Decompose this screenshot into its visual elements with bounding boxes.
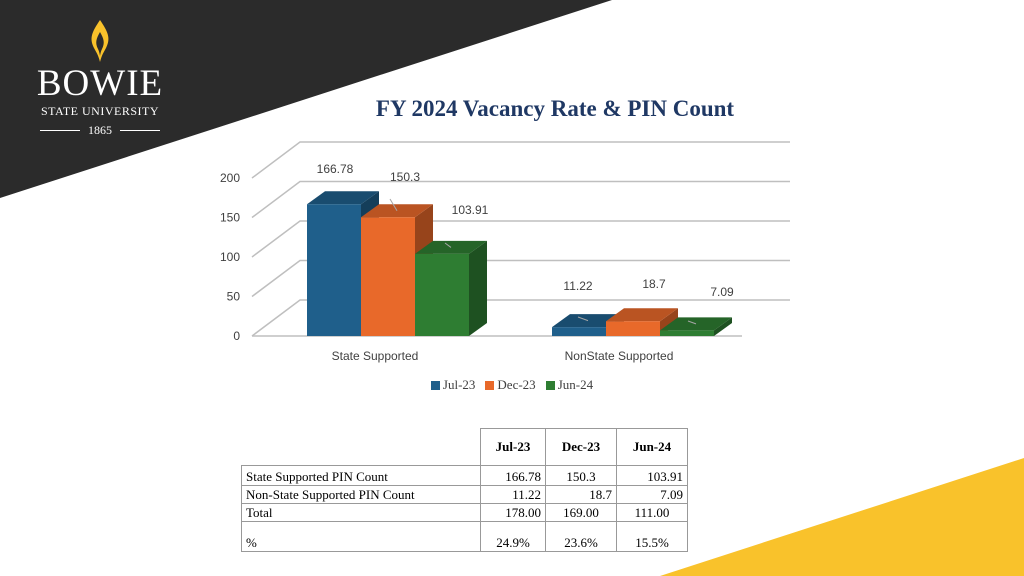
bar xyxy=(361,217,415,336)
data-label: 7.09 xyxy=(710,285,734,299)
y-tick-label: 0 xyxy=(233,329,240,343)
bar xyxy=(415,254,469,336)
cell-value: 169.00 xyxy=(546,504,617,522)
data-label: 103.91 xyxy=(451,203,489,217)
y-tick-label: 50 xyxy=(226,289,240,304)
legend-label-dec23: Dec-23 xyxy=(497,377,536,392)
y-tick-label: 200 xyxy=(219,171,240,185)
row-label: State Supported PIN Count xyxy=(242,466,481,486)
y-tick-label: 100 xyxy=(219,250,240,264)
table-header-jul23: Jul-23 xyxy=(481,429,546,466)
cell-value: 178.00 xyxy=(481,504,546,522)
category-label: NonState Supported xyxy=(564,349,674,363)
chart-legend xyxy=(0,377,1024,393)
legend-item-jun24 xyxy=(546,377,593,393)
table-header-jun24: Jun-24 xyxy=(617,429,688,466)
bar xyxy=(307,204,361,336)
legend-label-jun24: Jun-24 xyxy=(557,377,594,392)
torch-flame-icon xyxy=(80,18,120,66)
legend-swatch-jul23 xyxy=(431,381,440,390)
table-row xyxy=(242,466,688,486)
yellow-corner-band xyxy=(660,458,1024,576)
table-row xyxy=(242,486,688,504)
legend-swatch-jun24 xyxy=(546,381,555,390)
bar-side xyxy=(469,241,487,336)
row-label: Non-State Supported PIN Count xyxy=(242,486,481,504)
logo-year-row xyxy=(20,123,180,138)
row-label: % xyxy=(242,522,481,552)
logo-name: BOWIE xyxy=(36,63,164,104)
table-row xyxy=(242,522,688,552)
legend-swatch-dec23 xyxy=(485,381,494,390)
table-row xyxy=(242,504,688,522)
logo-rule-right xyxy=(120,130,160,131)
cell-value: 18.7 xyxy=(546,486,617,504)
bar xyxy=(606,321,660,336)
bar xyxy=(660,330,714,336)
data-label: 18.7 xyxy=(642,277,666,291)
legend-item-dec23 xyxy=(485,377,535,393)
pin-count-table xyxy=(241,428,688,552)
legend-item-jul23 xyxy=(431,377,476,393)
cell-value: 23.6% xyxy=(546,522,617,552)
bar xyxy=(552,327,606,336)
cell-value: 166.78 xyxy=(481,466,546,486)
table-header-row xyxy=(242,429,688,466)
slide-title: FY 2024 Vacancy Rate & PIN Count xyxy=(375,96,735,121)
cell-value: 103.91 xyxy=(617,466,688,486)
row-label: Total xyxy=(242,504,481,522)
legend-label-jul23: Jul-23 xyxy=(442,377,476,392)
cell-value: 24.9% xyxy=(481,522,546,552)
bar-chart xyxy=(200,135,800,370)
data-label: 166.78 xyxy=(316,162,354,176)
cell-value: 7.09 xyxy=(617,486,688,504)
cell-value: 11.22 xyxy=(481,486,546,504)
category-label: State Supported xyxy=(331,349,419,363)
logo-subtitle: STATE UNIVERSITY xyxy=(40,104,160,118)
table-header-dec23: Dec-23 xyxy=(546,429,617,466)
university-logo xyxy=(20,18,180,138)
y-tick-label: 150 xyxy=(219,210,240,225)
logo-year: 1865 xyxy=(88,123,112,137)
table-header-empty xyxy=(242,429,481,466)
cell-value: 111.00 xyxy=(617,504,688,522)
data-label: 11.22 xyxy=(563,279,593,293)
cell-value: 150.3 xyxy=(546,466,617,486)
cell-value: 15.5% xyxy=(617,522,688,552)
data-label: 150.3 xyxy=(389,170,421,184)
logo-rule-left xyxy=(40,130,80,131)
